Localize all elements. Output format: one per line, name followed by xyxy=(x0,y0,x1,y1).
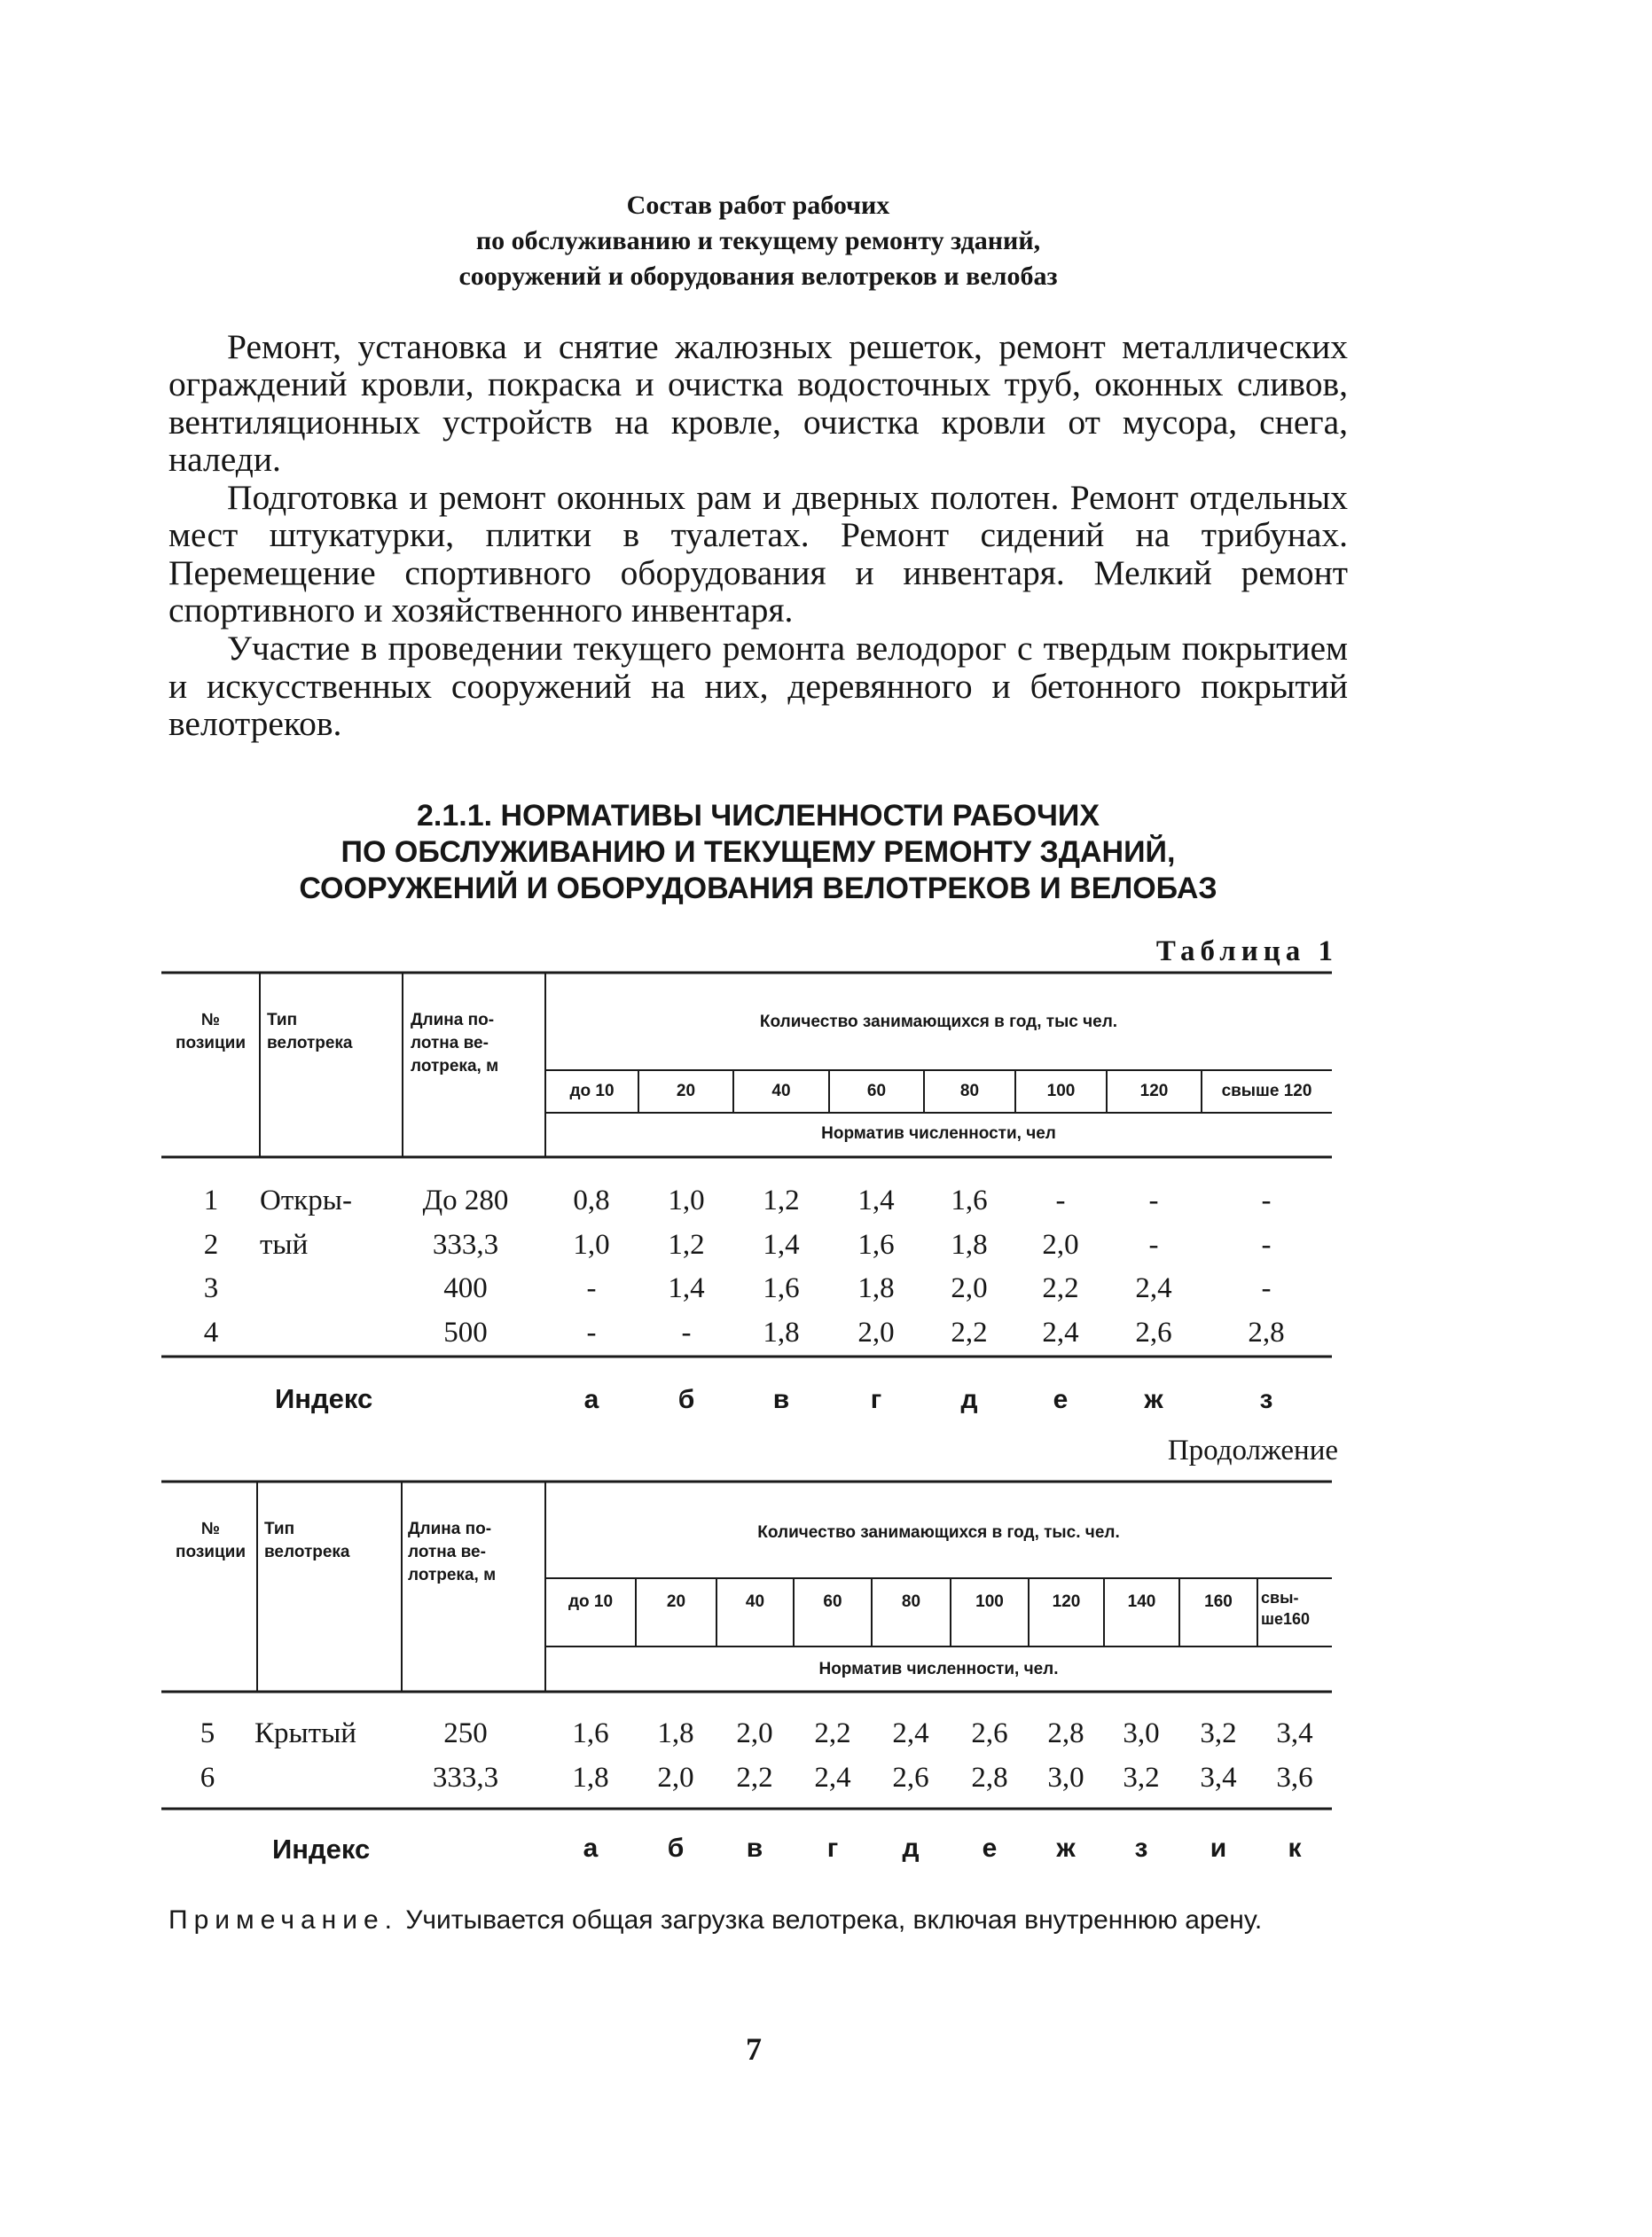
norm-value: - xyxy=(1261,1272,1272,1304)
column-header-length xyxy=(408,1518,541,1587)
norm-value: - xyxy=(1148,1228,1159,1261)
work-title-line: Состав работ рабочих xyxy=(626,191,890,220)
column-header: 80 xyxy=(959,1082,980,1100)
continuation-label: Продолжение xyxy=(1167,1435,1338,1467)
header-line: велотрека xyxy=(264,1543,350,1561)
norm-value: 2,8 xyxy=(1248,1316,1285,1349)
index-letter: к xyxy=(1288,1834,1302,1863)
norm-value: 1,2 xyxy=(668,1228,705,1261)
index-letter: а xyxy=(583,1385,599,1414)
header-line: позиции xyxy=(176,1034,246,1052)
norm-value: 3,4 xyxy=(1200,1762,1237,1794)
header-line: № xyxy=(200,1520,221,1538)
table-label: Таблица 1 xyxy=(1155,935,1338,967)
work-title-line: сооружений и оборудования велотреков и велобаз xyxy=(458,262,1058,291)
norm-value: 2,0 xyxy=(1042,1228,1079,1261)
index-label: Индекс xyxy=(275,1383,373,1414)
column-header: 160 xyxy=(1204,1592,1233,1611)
norm-value: 2,0 xyxy=(657,1762,694,1794)
norm-value: 2,6 xyxy=(971,1717,1008,1749)
norm-value: 2,6 xyxy=(892,1762,929,1794)
index-letter: а xyxy=(583,1834,599,1863)
column-header: 60 xyxy=(823,1592,842,1611)
column-header: 80 xyxy=(901,1592,921,1611)
track-type: Откры- xyxy=(260,1185,352,1216)
header-line: позиции xyxy=(176,1543,246,1561)
norm-value: 2,0 xyxy=(951,1272,988,1304)
column-header: 120 xyxy=(1052,1592,1081,1611)
column-header: 140 xyxy=(1127,1592,1156,1611)
norm-value: 1,4 xyxy=(857,1185,895,1216)
note-lead: Примечание. xyxy=(168,1905,398,1935)
header-line: Тип xyxy=(267,1011,298,1029)
section-title-line: ПО ОБСЛУЖИВАНИЮ И ТЕКУЩЕМУ РЕМОНТУ ЗДАНИЙ, xyxy=(341,835,1176,869)
norm-value: 2,8 xyxy=(1047,1717,1084,1749)
row-number: 4 xyxy=(203,1316,219,1349)
track-length: 500 xyxy=(443,1316,488,1349)
norm-value: 1,6 xyxy=(857,1228,895,1261)
index-letter: г xyxy=(870,1385,882,1414)
index-label: Индекс xyxy=(272,1834,371,1865)
norm-value: - xyxy=(1148,1185,1159,1216)
norm-value: 1,8 xyxy=(951,1228,988,1261)
track-length: 333,3 xyxy=(432,1762,499,1794)
column-header-type xyxy=(264,1518,397,1564)
column-header: 60 xyxy=(866,1082,887,1100)
column-header: 100 xyxy=(975,1592,1004,1611)
column-header: 20 xyxy=(666,1592,686,1611)
column-header: 100 xyxy=(1046,1082,1076,1100)
norm-value: 2,2 xyxy=(814,1717,851,1749)
norm-value: 3,0 xyxy=(1123,1717,1160,1749)
norm-value: 2,8 xyxy=(971,1762,1008,1794)
norm-header: Норматив численности, чел xyxy=(821,1124,1056,1143)
paragraph: Ремонт, установка и снятие жалюзных решеток, ремонт металлических ограждений кровли, покраска и очистка водосточных труб, оконных сливов, вентиляционных устройств на кровле, очистка кровли от мусора, снега, наледи. xyxy=(168,327,1348,479)
index-letter: б xyxy=(677,1385,695,1414)
row-number: 3 xyxy=(203,1272,219,1304)
norm-value: 1,6 xyxy=(763,1272,800,1304)
index-letter: б xyxy=(667,1834,685,1863)
track-type: Крытый xyxy=(254,1717,356,1749)
norm-value: 1,0 xyxy=(668,1185,705,1216)
norm-value: 2,0 xyxy=(736,1717,773,1749)
column-header: до 10 xyxy=(569,1082,615,1100)
header-line: № xyxy=(200,1011,221,1029)
norm-value: 1,8 xyxy=(572,1762,609,1794)
header-line: Длина по- xyxy=(411,1011,495,1029)
index-letter: е xyxy=(982,1834,998,1863)
group-header: Количество занимающихся в год, тыс чел. xyxy=(759,1013,1118,1031)
column-header: 40 xyxy=(771,1082,791,1100)
section-title-line: 2.1.1. НОРМАТИВЫ ЧИСЛЕННОСТИ РАБОЧИХ xyxy=(416,799,1100,833)
norm-value: 0,8 xyxy=(573,1185,610,1216)
norm-value: - xyxy=(1055,1185,1066,1216)
header-line: лотрека, м xyxy=(411,1057,499,1075)
index-letter: е xyxy=(1053,1385,1069,1414)
index-letter: в xyxy=(746,1834,763,1863)
norm-value: 2,4 xyxy=(1042,1316,1079,1349)
norm-value: 1,0 xyxy=(573,1228,610,1261)
column-header: 120 xyxy=(1139,1082,1169,1100)
page-number: 7 xyxy=(746,2031,762,2067)
track-length: До 280 xyxy=(422,1185,509,1216)
header-line: лотрека, м xyxy=(408,1566,497,1584)
index-letter: з xyxy=(1134,1834,1148,1863)
index-letter: г xyxy=(826,1834,839,1863)
norm-value: 3,4 xyxy=(1276,1717,1313,1749)
paragraph: Подготовка и ремонт оконных рам и дверных полотен. Ремонт отдельных мест штукатурки, плитки в туалетах. Ремонт сидений на трибунах. Перемещение спортивного оборудования и инвентаря. Мелкий ремонт спортивного и хозяйственного инвентаря. xyxy=(168,478,1348,630)
header-line: велотрека xyxy=(267,1034,353,1052)
header-line: лотна ве- xyxy=(408,1543,486,1561)
norm-value: 3,2 xyxy=(1123,1762,1160,1794)
track-type: тый xyxy=(260,1229,309,1261)
track-length: 333,3 xyxy=(432,1228,499,1261)
norm-value: 3,0 xyxy=(1047,1762,1084,1794)
column-header-last xyxy=(1261,1587,1332,1630)
norm-value: - xyxy=(1261,1185,1272,1216)
norm-value: - xyxy=(681,1316,692,1349)
norm-value: 1,6 xyxy=(572,1717,609,1749)
norm-value: 2,4 xyxy=(814,1762,851,1794)
column-header: 40 xyxy=(745,1592,765,1611)
index-letter: ж xyxy=(1144,1385,1163,1414)
section-title-line: СООРУЖЕНИЙ И ОБОРУДОВАНИЯ ВЕЛОТРЕКОВ И ВЕЛОБАЗ xyxy=(299,872,1217,905)
header-line: лотна ве- xyxy=(411,1034,489,1052)
paragraph: Участие в проведении текущего ремонта велодорог с твердым покрытием и искусственных сооружений на них, деревянного и бетонного покрытий велотреков. xyxy=(168,629,1348,743)
norm-value: 1,6 xyxy=(951,1185,988,1216)
norm-value: 1,4 xyxy=(668,1272,705,1304)
norm-value: 2,0 xyxy=(857,1316,895,1349)
header-line: свы- xyxy=(1261,1589,1299,1607)
index-letter: з xyxy=(1259,1385,1273,1414)
column-header: до 10 xyxy=(568,1592,614,1611)
norm-value: 1,8 xyxy=(763,1316,800,1349)
norm-value: - xyxy=(1261,1228,1272,1261)
norm-value: 2,4 xyxy=(892,1717,929,1749)
column-header: свыше 120 xyxy=(1221,1082,1312,1100)
column-header-no xyxy=(164,1518,257,1564)
work-title-line: по обслуживанию и текущему ремонту зданий, xyxy=(475,226,1041,255)
norm-value: 1,8 xyxy=(657,1717,694,1749)
index-letter: в xyxy=(772,1385,790,1414)
norm-header: Норматив численности, чел. xyxy=(818,1660,1059,1678)
row-number: 5 xyxy=(200,1717,215,1749)
row-number: 6 xyxy=(200,1762,215,1794)
norm-value: 2,4 xyxy=(1135,1272,1172,1304)
norm-value: 2,2 xyxy=(736,1762,773,1794)
index-letter: д xyxy=(960,1385,978,1414)
norm-value: 2,6 xyxy=(1135,1316,1172,1349)
index-letter: ж xyxy=(1056,1834,1076,1863)
header-line: Длина по- xyxy=(408,1520,492,1538)
norm-value: - xyxy=(586,1272,597,1304)
norm-value: - xyxy=(586,1316,597,1349)
row-number: 2 xyxy=(203,1228,219,1261)
track-length: 400 xyxy=(443,1272,488,1304)
note-text: Учитывается общая загрузка велотрека, включая внутреннюю арену. xyxy=(397,1905,1263,1935)
norm-value: 1,8 xyxy=(857,1272,895,1304)
group-header: Количество занимающихся в год, тыс. чел. xyxy=(757,1523,1120,1542)
norm-value: 2,2 xyxy=(1042,1272,1079,1304)
norm-value: 3,6 xyxy=(1276,1762,1313,1794)
header-line: Тип xyxy=(264,1520,295,1538)
column-header: 20 xyxy=(676,1082,696,1100)
norm-value: 1,2 xyxy=(763,1185,800,1216)
index-letter: и xyxy=(1210,1834,1227,1863)
table-note xyxy=(168,1905,1348,1936)
norm-value: 1,4 xyxy=(763,1228,800,1261)
norm-value: 3,2 xyxy=(1200,1717,1237,1749)
header-line: ше160 xyxy=(1261,1610,1311,1628)
norm-value: 2,2 xyxy=(951,1316,988,1349)
index-letter: д xyxy=(902,1834,920,1863)
row-number: 1 xyxy=(203,1185,219,1216)
track-length: 250 xyxy=(443,1717,488,1749)
